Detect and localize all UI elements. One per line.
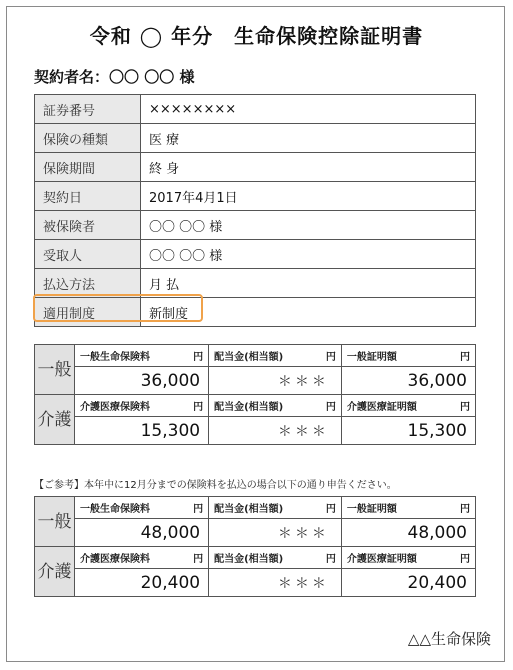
projection-amount-table xyxy=(34,496,476,597)
premium-header xyxy=(75,395,209,417)
info-row-insured xyxy=(35,211,476,240)
cert-header xyxy=(341,547,475,569)
premium-header-label: 一般生命保険料 xyxy=(80,352,150,363)
premium-amount: 15,300 xyxy=(75,417,209,445)
reference-note: 【ご参考】本年中に12月分までの保険料を払込の場合以下の通り申告ください。 xyxy=(34,480,397,491)
yen-unit: 円 xyxy=(193,554,204,565)
dividend-amount: ＊＊＊ xyxy=(209,569,342,597)
cert-header-label: 一般証明額 xyxy=(346,504,397,515)
info-value: 新制度 xyxy=(141,298,476,327)
cert-header xyxy=(341,345,475,367)
premium-header xyxy=(75,497,209,519)
premium-amount: 36,000 xyxy=(75,367,209,395)
info-value: 〇〇 〇〇 様 xyxy=(141,211,476,240)
dividend-header xyxy=(209,345,342,367)
info-row-policy-number xyxy=(35,95,476,124)
applicable-system-highlight xyxy=(33,294,203,322)
yen-unit: 円 xyxy=(325,352,336,363)
dividend-amount: ＊＊＊ xyxy=(209,367,342,395)
dividend-header-label: 配当金(相当額) xyxy=(214,554,284,565)
policy-info-table xyxy=(34,94,476,327)
premium-header-label: 一般生命保険料 xyxy=(80,504,150,515)
cert-header xyxy=(341,395,475,417)
yen-unit: 円 xyxy=(325,402,336,413)
info-value: 〇〇 〇〇 様 xyxy=(141,240,476,269)
care-category-cell: 介護 xyxy=(35,395,75,445)
info-row-contract-date xyxy=(35,182,476,211)
info-value: ×××××××× xyxy=(141,95,476,124)
cert-header-label: 一般証明額 xyxy=(346,352,397,363)
dividend-header xyxy=(209,547,342,569)
certificate-amount-table xyxy=(34,344,476,445)
info-label: 契約日 xyxy=(35,182,141,211)
info-value: 2017年4月1日 xyxy=(141,182,476,211)
general-category-cell: 一般 xyxy=(35,345,75,395)
dividend-header-label: 配当金(相当額) xyxy=(214,402,284,413)
care-category-cell: 介護 xyxy=(35,547,75,597)
premium-header-label: 介護医療保険料 xyxy=(80,554,150,565)
info-value: 終 身 xyxy=(141,153,476,182)
info-label: 証券番号 xyxy=(35,95,141,124)
info-value: 医 療 xyxy=(141,124,476,153)
premium-header xyxy=(75,345,209,367)
insurer-name: △△生命保険 xyxy=(407,630,491,648)
cert-header-label: 介護医療証明額 xyxy=(346,554,417,565)
info-label: 保険期間 xyxy=(35,153,141,182)
premium-amount: 48,000 xyxy=(75,519,209,547)
yen-unit: 円 xyxy=(460,504,470,515)
yen-unit: 円 xyxy=(460,554,470,565)
yen-unit: 円 xyxy=(460,402,470,413)
dividend-amount: ＊＊＊ xyxy=(209,519,342,547)
dividend-header-label: 配当金(相当額) xyxy=(214,504,284,515)
dividend-header xyxy=(209,395,342,417)
yen-unit: 円 xyxy=(193,402,204,413)
premium-header xyxy=(75,547,209,569)
info-label: 保険の種類 xyxy=(35,124,141,153)
contractor-name: 契約者名：〇〇 〇〇 様 xyxy=(34,68,195,86)
info-row-insurance-type xyxy=(35,124,476,153)
info-label: 適用制度 xyxy=(35,298,141,327)
general-category-cell: 一般 xyxy=(35,497,75,547)
cert-amount: 15,300 xyxy=(341,417,475,445)
yen-unit: 円 xyxy=(193,504,204,515)
info-label: 被保険者 xyxy=(35,211,141,240)
cert-header xyxy=(341,497,475,519)
info-value: 月 払 xyxy=(141,269,476,298)
cert-amount: 48,000 xyxy=(341,519,475,547)
dividend-header xyxy=(209,497,342,519)
document-title: 令和 ◯ 年分 生命保険控除証明書 xyxy=(89,24,424,48)
info-label: 受取人 xyxy=(35,240,141,269)
dividend-header-label: 配当金(相当額) xyxy=(214,352,284,363)
yen-unit: 円 xyxy=(325,504,336,515)
premium-header-label: 介護医療保険料 xyxy=(80,402,150,413)
cert-amount: 36,000 xyxy=(341,367,475,395)
info-row-beneficiary xyxy=(35,240,476,269)
dividend-amount: ＊＊＊ xyxy=(209,417,342,445)
yen-unit: 円 xyxy=(460,352,470,363)
premium-amount: 20,400 xyxy=(75,569,209,597)
yen-unit: 円 xyxy=(325,554,336,565)
yen-unit: 円 xyxy=(193,352,204,363)
cert-header-label: 介護医療証明額 xyxy=(346,402,417,413)
info-label: 払込方法 xyxy=(35,269,141,298)
cert-amount: 20,400 xyxy=(341,569,475,597)
info-row-insurance-period xyxy=(35,153,476,182)
